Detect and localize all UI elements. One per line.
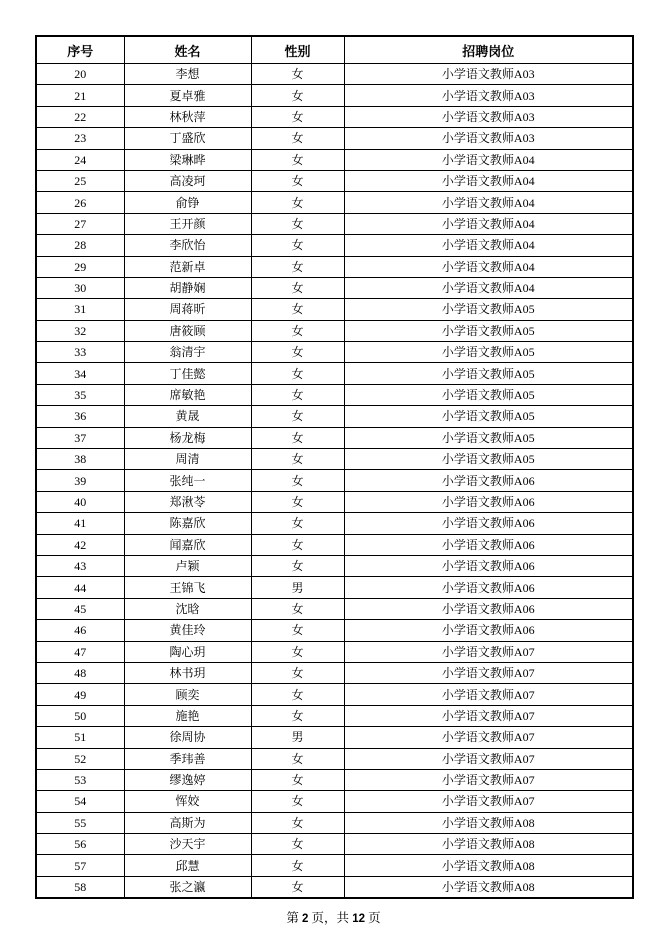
cell-position: 小学语文教师A07 <box>344 705 633 726</box>
table-row <box>36 427 633 448</box>
cell-position: 小学语文教师A04 <box>344 256 633 277</box>
cell-name: 杨龙梅 <box>124 427 251 448</box>
cell-serial-number: 32 <box>36 320 124 341</box>
cell-name: 胡静娴 <box>124 277 251 298</box>
cell-name: 黄佳玲 <box>124 620 251 641</box>
cell-serial-number: 25 <box>36 170 124 191</box>
cell-serial-number: 37 <box>36 427 124 448</box>
cell-name: 林书玥 <box>124 662 251 683</box>
cell-gender: 女 <box>251 555 344 576</box>
cell-name: 李想 <box>124 64 251 85</box>
cell-position: 小学语文教师A04 <box>344 235 633 256</box>
cell-name: 高凌珂 <box>124 170 251 191</box>
cell-position: 小学语文教师A07 <box>344 684 633 705</box>
table-header-row <box>36 36 633 64</box>
cell-gender: 女 <box>251 705 344 726</box>
table-row <box>36 812 633 833</box>
cell-serial-number: 39 <box>36 470 124 491</box>
cell-name: 翁清宇 <box>124 342 251 363</box>
cell-serial-number: 36 <box>36 406 124 427</box>
cell-serial-number: 29 <box>36 256 124 277</box>
column-header-gender: 性别 <box>251 36 344 64</box>
cell-position: 小学语文教师A07 <box>344 748 633 769</box>
table-row <box>36 641 633 662</box>
table-row <box>36 748 633 769</box>
cell-name: 丁佳懿 <box>124 363 251 384</box>
cell-position: 小学语文教师A08 <box>344 876 633 898</box>
cell-serial-number: 35 <box>36 384 124 405</box>
table-row <box>36 64 633 85</box>
cell-gender: 女 <box>251 342 344 363</box>
cell-name: 沙天宇 <box>124 834 251 855</box>
cell-position: 小学语文教师A08 <box>344 855 633 876</box>
cell-serial-number: 31 <box>36 299 124 320</box>
table-row <box>36 342 633 363</box>
cell-gender: 女 <box>251 748 344 769</box>
table-row <box>36 170 633 191</box>
cell-name: 恽姣 <box>124 791 251 812</box>
cell-position: 小学语文教师A05 <box>344 406 633 427</box>
cell-position: 小学语文教师A07 <box>344 791 633 812</box>
table-header <box>36 36 633 64</box>
cell-position: 小学语文教师A04 <box>344 149 633 170</box>
table-row <box>36 684 633 705</box>
table-row <box>36 213 633 234</box>
cell-serial-number: 45 <box>36 598 124 619</box>
cell-position: 小学语文教师A05 <box>344 299 633 320</box>
footer-total-pages: 12 <box>352 913 365 925</box>
cell-position: 小学语文教师A04 <box>344 213 633 234</box>
table-row <box>36 85 633 106</box>
cell-serial-number: 48 <box>36 662 124 683</box>
cell-name: 王锦飞 <box>124 577 251 598</box>
cell-name: 周蒋昕 <box>124 299 251 320</box>
cell-position: 小学语文教师A03 <box>344 85 633 106</box>
table-row <box>36 534 633 555</box>
cell-position: 小学语文教师A07 <box>344 727 633 748</box>
cell-position: 小学语文教师A08 <box>344 812 633 833</box>
cell-gender: 女 <box>251 277 344 298</box>
cell-gender: 女 <box>251 641 344 662</box>
table-row <box>36 662 633 683</box>
cell-gender: 女 <box>251 598 344 619</box>
table-row <box>36 577 633 598</box>
cell-name: 林秋萍 <box>124 106 251 127</box>
table-row <box>36 449 633 470</box>
cell-gender: 女 <box>251 235 344 256</box>
table-row <box>36 277 633 298</box>
cell-gender: 女 <box>251 812 344 833</box>
cell-gender: 女 <box>251 170 344 191</box>
footer-text-prefix: 第 <box>286 911 303 925</box>
column-header-serial-number: 序号 <box>36 36 124 64</box>
cell-position: 小学语文教师A08 <box>344 834 633 855</box>
table-row <box>36 320 633 341</box>
recruitment-roster-table <box>35 35 634 899</box>
table-row <box>36 791 633 812</box>
cell-position: 小学语文教师A05 <box>344 320 633 341</box>
footer-text-mid: 页，共 <box>308 911 353 925</box>
cell-name: 唐筱顾 <box>124 320 251 341</box>
cell-gender: 女 <box>251 149 344 170</box>
table-row <box>36 128 633 149</box>
table-row <box>36 192 633 213</box>
cell-serial-number: 26 <box>36 192 124 213</box>
cell-gender: 女 <box>251 662 344 683</box>
column-header-position: 招聘岗位 <box>344 36 633 64</box>
cell-position: 小学语文教师A06 <box>344 620 633 641</box>
cell-serial-number: 46 <box>36 620 124 641</box>
cell-gender: 女 <box>251 620 344 641</box>
cell-position: 小学语文教师A06 <box>344 491 633 512</box>
cell-serial-number: 42 <box>36 534 124 555</box>
cell-serial-number: 47 <box>36 641 124 662</box>
table-row <box>36 235 633 256</box>
cell-name: 陈嘉欣 <box>124 513 251 534</box>
cell-gender: 女 <box>251 876 344 898</box>
cell-serial-number: 44 <box>36 577 124 598</box>
cell-gender: 女 <box>251 791 344 812</box>
table-row <box>36 598 633 619</box>
cell-gender: 女 <box>251 534 344 555</box>
cell-gender: 女 <box>251 406 344 427</box>
table-row <box>36 406 633 427</box>
cell-gender: 女 <box>251 427 344 448</box>
cell-serial-number: 58 <box>36 876 124 898</box>
cell-serial-number: 57 <box>36 855 124 876</box>
cell-serial-number: 20 <box>36 64 124 85</box>
cell-name: 王开颜 <box>124 213 251 234</box>
table-row <box>36 834 633 855</box>
cell-name: 卢颖 <box>124 555 251 576</box>
table-row <box>36 855 633 876</box>
cell-name: 陶心玥 <box>124 641 251 662</box>
cell-gender: 女 <box>251 320 344 341</box>
table-row <box>36 470 633 491</box>
cell-gender: 女 <box>251 213 344 234</box>
cell-gender: 女 <box>251 128 344 149</box>
cell-gender: 女 <box>251 363 344 384</box>
cell-serial-number: 52 <box>36 748 124 769</box>
cell-gender: 女 <box>251 384 344 405</box>
cell-gender: 女 <box>251 684 344 705</box>
cell-name: 张纯一 <box>124 470 251 491</box>
cell-gender: 女 <box>251 769 344 790</box>
cell-position: 小学语文教师A03 <box>344 64 633 85</box>
cell-gender: 男 <box>251 577 344 598</box>
cell-name: 梁琳晔 <box>124 149 251 170</box>
cell-name: 夏卓雅 <box>124 85 251 106</box>
cell-position: 小学语文教师A06 <box>344 470 633 491</box>
column-header-name: 姓名 <box>124 36 251 64</box>
page-footer <box>0 908 667 926</box>
cell-name: 季玮善 <box>124 748 251 769</box>
cell-name: 席敏艳 <box>124 384 251 405</box>
table-row <box>36 727 633 748</box>
cell-serial-number: 41 <box>36 513 124 534</box>
cell-gender: 女 <box>251 855 344 876</box>
cell-name: 黄晟 <box>124 406 251 427</box>
cell-gender: 女 <box>251 470 344 491</box>
cell-gender: 女 <box>251 64 344 85</box>
cell-name: 施艳 <box>124 705 251 726</box>
cell-serial-number: 21 <box>36 85 124 106</box>
table-row <box>36 555 633 576</box>
table-row <box>36 769 633 790</box>
table-row <box>36 513 633 534</box>
table-row <box>36 256 633 277</box>
cell-gender: 女 <box>251 256 344 277</box>
table-row <box>36 620 633 641</box>
cell-position: 小学语文教师A06 <box>344 555 633 576</box>
cell-serial-number: 40 <box>36 491 124 512</box>
cell-name: 俞铮 <box>124 192 251 213</box>
cell-gender: 女 <box>251 449 344 470</box>
cell-name: 徐周协 <box>124 727 251 748</box>
cell-gender: 女 <box>251 834 344 855</box>
cell-serial-number: 38 <box>36 449 124 470</box>
cell-name: 闻嘉欣 <box>124 534 251 555</box>
footer-text-suffix: 页 <box>364 911 381 925</box>
table-body <box>36 64 633 899</box>
table-row <box>36 363 633 384</box>
cell-position: 小学语文教师A04 <box>344 192 633 213</box>
cell-position: 小学语文教师A04 <box>344 277 633 298</box>
cell-serial-number: 30 <box>36 277 124 298</box>
cell-gender: 女 <box>251 513 344 534</box>
cell-serial-number: 51 <box>36 727 124 748</box>
cell-serial-number: 56 <box>36 834 124 855</box>
cell-position: 小学语文教师A07 <box>344 641 633 662</box>
cell-serial-number: 55 <box>36 812 124 833</box>
cell-serial-number: 34 <box>36 363 124 384</box>
cell-name: 高斯为 <box>124 812 251 833</box>
cell-position: 小学语文教师A04 <box>344 170 633 191</box>
cell-position: 小学语文教师A05 <box>344 427 633 448</box>
cell-gender: 女 <box>251 106 344 127</box>
cell-position: 小学语文教师A07 <box>344 769 633 790</box>
cell-serial-number: 33 <box>36 342 124 363</box>
cell-name: 李欣怡 <box>124 235 251 256</box>
cell-name: 周清 <box>124 449 251 470</box>
table-row <box>36 149 633 170</box>
cell-serial-number: 43 <box>36 555 124 576</box>
cell-position: 小学语文教师A07 <box>344 662 633 683</box>
cell-name: 缪逸婷 <box>124 769 251 790</box>
cell-name: 郑湫苓 <box>124 491 251 512</box>
cell-gender: 女 <box>251 85 344 106</box>
cell-name: 张之瀛 <box>124 876 251 898</box>
cell-name: 沈晗 <box>124 598 251 619</box>
cell-serial-number: 22 <box>36 106 124 127</box>
cell-serial-number: 49 <box>36 684 124 705</box>
cell-serial-number: 27 <box>36 213 124 234</box>
cell-position: 小学语文教师A05 <box>344 363 633 384</box>
cell-name: 丁盛欣 <box>124 128 251 149</box>
cell-position: 小学语文教师A06 <box>344 577 633 598</box>
cell-position: 小学语文教师A05 <box>344 342 633 363</box>
cell-position: 小学语文教师A06 <box>344 513 633 534</box>
cell-serial-number: 50 <box>36 705 124 726</box>
table-row <box>36 299 633 320</box>
cell-serial-number: 53 <box>36 769 124 790</box>
cell-serial-number: 23 <box>36 128 124 149</box>
cell-position: 小学语文教师A03 <box>344 128 633 149</box>
table-row <box>36 106 633 127</box>
cell-position: 小学语文教师A05 <box>344 449 633 470</box>
cell-name: 邱慧 <box>124 855 251 876</box>
cell-position: 小学语文教师A06 <box>344 598 633 619</box>
cell-position: 小学语文教师A06 <box>344 534 633 555</box>
table-row <box>36 876 633 898</box>
table-row <box>36 384 633 405</box>
cell-gender: 女 <box>251 299 344 320</box>
table-row <box>36 705 633 726</box>
cell-serial-number: 54 <box>36 791 124 812</box>
cell-name: 顾奕 <box>124 684 251 705</box>
footer-page-number: 2 <box>302 913 309 925</box>
cell-gender: 男 <box>251 727 344 748</box>
table-row <box>36 491 633 512</box>
cell-serial-number: 28 <box>36 235 124 256</box>
cell-serial-number: 24 <box>36 149 124 170</box>
cell-gender: 女 <box>251 491 344 512</box>
cell-position: 小学语文教师A05 <box>344 384 633 405</box>
cell-gender: 女 <box>251 192 344 213</box>
cell-name: 范新卓 <box>124 256 251 277</box>
cell-position: 小学语文教师A03 <box>344 106 633 127</box>
